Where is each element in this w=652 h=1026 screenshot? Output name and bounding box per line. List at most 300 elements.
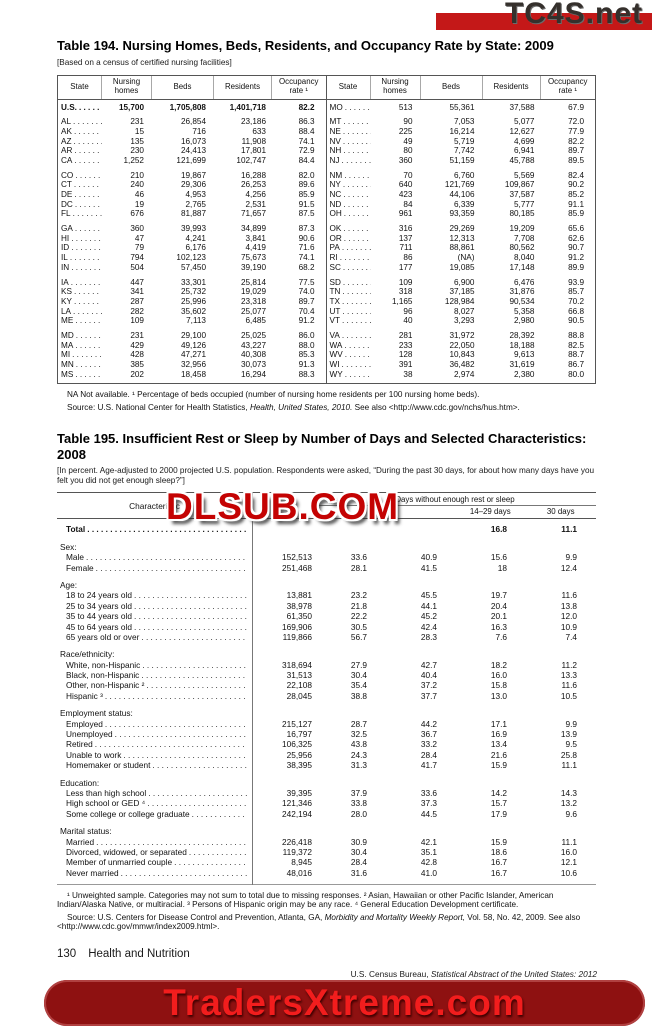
value-cell: 1,252 xyxy=(123,155,144,165)
value-cell: 89.7 xyxy=(568,146,584,156)
row-label-cell xyxy=(57,868,252,878)
watermark-bottom-text: TradersXtreme.com xyxy=(163,982,526,1023)
value-cell: 22,050 xyxy=(449,340,475,350)
row-label-cell xyxy=(57,563,252,573)
table194-right-half xyxy=(327,76,596,384)
value-cell: 56.7 xyxy=(350,631,367,642)
state-cell xyxy=(327,243,371,253)
value-cell: 15,700 xyxy=(118,102,144,112)
value-cell: 32,956 xyxy=(180,360,206,370)
state-cell xyxy=(58,180,102,190)
section-gap xyxy=(57,770,596,777)
value-cell: 70.2 xyxy=(568,296,584,306)
value-cell: 121,769 xyxy=(444,180,475,190)
value-cell: 6,900 xyxy=(454,277,475,287)
state-row xyxy=(327,360,596,370)
table194-note: [Based on a census of certified nursing facilities] xyxy=(57,57,232,67)
row-label-cell xyxy=(57,857,252,867)
dot-leader xyxy=(345,350,371,360)
dot-leader xyxy=(174,857,247,867)
state-cell xyxy=(58,209,102,219)
value-cell: 31.3 xyxy=(350,760,367,771)
table194-footnote: NA Not available. ¹ Percentage of beds occupied (number of nursing home residents per 100 nursing home beds). xyxy=(67,390,480,400)
value-cell: 3,841 xyxy=(245,233,266,243)
row-label: Retired xyxy=(66,739,93,750)
value-cell: 19 xyxy=(134,199,144,209)
row-label: 18 to 24 years old xyxy=(66,590,132,601)
value-cell: 8,945 xyxy=(291,857,312,868)
value-cell: 13.3 xyxy=(560,670,577,681)
value-cell: 93,359 xyxy=(449,209,475,219)
state-row xyxy=(58,360,326,370)
row-label-cell xyxy=(57,826,252,836)
state-cell xyxy=(327,156,371,166)
value-cell: 16.3 xyxy=(490,621,507,632)
value-cell: 31,513 xyxy=(286,670,312,681)
value-cell: 80,562 xyxy=(509,243,535,253)
value-cell: 9,613 xyxy=(514,350,535,360)
value-cell: 5,569 xyxy=(514,170,535,180)
state-row xyxy=(327,370,596,380)
table195 xyxy=(57,492,596,885)
row-label-cell xyxy=(57,729,252,739)
dot-leader xyxy=(74,287,102,297)
state-abbrev: NE xyxy=(329,126,341,136)
state-cell xyxy=(58,156,102,166)
row-label-cell xyxy=(57,590,252,600)
dot-leader xyxy=(74,156,102,166)
value-cell: 28.4 xyxy=(350,857,367,868)
value-cell: 36.7 xyxy=(420,729,437,740)
value-cell: 23,186 xyxy=(240,117,266,127)
dot-leader xyxy=(343,146,370,156)
row-label-cell xyxy=(57,750,252,760)
table-row xyxy=(57,798,596,808)
row-label-cell xyxy=(57,691,252,701)
state-row xyxy=(58,307,326,317)
state-cell xyxy=(58,200,102,210)
value-cell: 15.6 xyxy=(490,552,507,563)
value-cell: 13.2 xyxy=(560,798,577,809)
table195-note: [In percent. Age-adjusted to 2000 projected U.S. population. Respondents were asked, “During the past 30 days, for about how many days have you felt you did not get enough sleep?”] xyxy=(57,466,595,486)
state-cell xyxy=(58,350,102,360)
row-label: Sex: xyxy=(60,541,77,552)
value-cell: 28.3 xyxy=(420,631,437,642)
value-cell: 121,346 xyxy=(282,798,312,809)
value-cell: 230 xyxy=(130,146,144,156)
table-row xyxy=(57,659,596,669)
state-row xyxy=(327,156,596,166)
value-cell: 40,308 xyxy=(240,350,266,360)
state-row xyxy=(58,350,326,360)
value-cell: 633 xyxy=(252,126,266,136)
dot-leader xyxy=(343,263,371,273)
dot-leader xyxy=(342,331,371,341)
value-cell: 22.2 xyxy=(350,611,367,622)
state-abbrev: NH xyxy=(329,146,342,156)
value-cell: 121,699 xyxy=(176,155,206,165)
table-row xyxy=(57,542,596,552)
value-cell: 385 xyxy=(130,360,144,370)
column-header: Beds xyxy=(152,76,214,99)
value-cell: 281 xyxy=(398,330,413,340)
value-cell: 28.1 xyxy=(350,562,367,573)
section-gap xyxy=(57,642,596,649)
dot-leader xyxy=(344,341,370,351)
value-cell: 5,719 xyxy=(454,136,475,146)
row-label-cell xyxy=(57,580,252,590)
value-cell: 18,188 xyxy=(509,340,535,350)
state-cell xyxy=(327,209,371,219)
value-cell: 80.0 xyxy=(568,369,584,379)
row-label: 25 to 34 years old xyxy=(66,600,132,611)
state-cell xyxy=(327,287,371,297)
value-cell: 242,194 xyxy=(282,808,312,819)
row-label-cell xyxy=(57,809,252,819)
value-cell: 35,602 xyxy=(180,306,206,316)
value-cell: 49 xyxy=(403,136,413,146)
value-cell: 85.7 xyxy=(568,287,584,297)
table194-title: Table 194. Nursing Homes, Beds, Residents, and Occupancy Rate by State: 2009 xyxy=(57,38,554,53)
value-cell: 86 xyxy=(403,253,413,263)
dot-leader xyxy=(74,297,102,307)
state-abbrev: ID xyxy=(61,243,70,253)
value-cell: 282 xyxy=(130,306,144,316)
value-cell: 70 xyxy=(403,170,413,180)
dot-leader xyxy=(342,243,371,253)
value-cell: 82.0 xyxy=(298,170,315,180)
dot-leader xyxy=(74,190,102,200)
value-cell: 135 xyxy=(130,136,144,146)
table195-footnote: ¹ Unweighted sample. Categories may not sum to total due to missing responses. ² Asian, Hawaiian or other Pacific Islander, American Indian/Alaska Native, or multiracial. ³ Persons of Hispanic origin may be any race. ⁴ General Education Development certificate. xyxy=(57,890,554,910)
value-cell: (NA) xyxy=(457,253,475,263)
state-row xyxy=(327,263,596,273)
source-italic-title: Morbidity and Mortality Weekly Report, xyxy=(324,912,466,922)
dot-leader xyxy=(340,253,371,263)
value-cell: 43.8 xyxy=(350,739,367,750)
row-label-cell xyxy=(57,778,252,788)
dot-leader xyxy=(71,234,102,244)
value-cell: 44.2 xyxy=(420,718,437,729)
dot-leader xyxy=(76,360,102,370)
value-cell: 428 xyxy=(130,350,144,360)
dot-leader xyxy=(123,750,247,760)
row-label: Female xyxy=(66,562,94,573)
value-cell: 251,468 xyxy=(282,562,312,573)
value-cell: 423 xyxy=(398,190,413,200)
value-cell: 6,941 xyxy=(514,146,535,156)
section-gap xyxy=(57,819,596,826)
value-cell: 87.3 xyxy=(298,224,315,234)
state-row xyxy=(327,180,596,190)
column-header: Residents xyxy=(483,76,541,99)
value-cell: 794 xyxy=(130,253,144,263)
table-row xyxy=(57,750,596,760)
value-cell: 360 xyxy=(130,224,144,234)
value-cell: 75,673 xyxy=(240,253,266,263)
state-abbrev: OH xyxy=(329,209,342,219)
row-label-cell xyxy=(57,837,252,847)
value-cell: 391 xyxy=(398,360,413,370)
value-cell: 31,876 xyxy=(509,287,535,297)
dot-leader xyxy=(342,316,371,326)
value-cell: 11.6 xyxy=(561,590,577,601)
dot-leader xyxy=(343,137,371,147)
row-label: Marital status: xyxy=(60,826,112,837)
dot-leader xyxy=(343,180,371,190)
value-cell: 341 xyxy=(130,287,144,297)
row-label: Married xyxy=(66,836,95,847)
dot-leader xyxy=(70,253,102,263)
section-gap xyxy=(57,535,596,542)
row-label-cell xyxy=(57,660,252,670)
watermark-top xyxy=(430,0,652,36)
row-label: Black, non-Hispanic xyxy=(66,670,140,681)
value-cell: 13,881 xyxy=(286,590,312,601)
state-abbrev: NJ xyxy=(329,155,340,165)
value-cell: 16,214 xyxy=(449,126,475,136)
state-cell xyxy=(327,103,371,113)
value-cell: 9.9 xyxy=(565,718,577,729)
dot-leader xyxy=(75,316,102,326)
value-cell: 15.9 xyxy=(490,836,507,847)
value-cell: 18.6 xyxy=(490,846,507,857)
state-abbrev: CA xyxy=(61,155,73,165)
table194-body-right xyxy=(327,100,596,384)
table-row xyxy=(57,836,596,846)
state-row xyxy=(327,341,596,351)
value-cell: 6,476 xyxy=(514,277,535,287)
value-cell: 74.0 xyxy=(298,287,315,297)
value-cell: 93.9 xyxy=(568,277,584,287)
value-cell: 13.0 xyxy=(490,690,507,701)
value-cell: 28,392 xyxy=(509,330,535,340)
state-cell xyxy=(58,263,102,273)
column-header: Occupancy rate ¹ xyxy=(548,77,588,95)
table-row xyxy=(57,809,596,819)
value-cell: 24,413 xyxy=(180,146,206,156)
value-cell: 71.6 xyxy=(298,243,315,253)
value-cell: 90 xyxy=(403,117,413,127)
value-cell: 61,350 xyxy=(286,611,312,622)
row-label-cell xyxy=(57,719,252,729)
value-cell: 10.6 xyxy=(560,867,577,878)
table-row xyxy=(57,621,596,631)
state-row xyxy=(327,171,596,181)
value-cell: 35.1 xyxy=(420,846,437,857)
table-row xyxy=(57,760,596,770)
value-cell: 85.9 xyxy=(568,209,584,219)
value-cell: 18 xyxy=(497,562,507,573)
value-cell: 33.6 xyxy=(420,787,437,798)
state-abbrev: KY xyxy=(61,296,72,306)
dot-leader xyxy=(71,243,102,253)
state-row xyxy=(58,180,326,190)
state-abbrev: IN xyxy=(61,262,70,272)
value-cell: 29,269 xyxy=(449,224,475,234)
value-cell: 16.9 xyxy=(490,729,507,740)
state-cell xyxy=(58,190,102,200)
days-group-label: Days without enough rest or sleep xyxy=(314,493,596,506)
value-cell: 11.1 xyxy=(561,836,577,847)
value-cell: 37,185 xyxy=(449,287,475,297)
row-label-cell xyxy=(57,760,252,770)
value-cell: 1,705,808 xyxy=(169,102,206,112)
dot-leader xyxy=(96,563,247,573)
value-cell: 44.5 xyxy=(420,808,437,819)
value-cell: 233 xyxy=(398,340,413,350)
value-cell: 33,301 xyxy=(180,277,206,287)
dot-leader xyxy=(134,590,247,600)
watermark-bottom xyxy=(44,980,645,1026)
value-cell: 90,534 xyxy=(509,296,535,306)
value-cell: 46 xyxy=(134,190,144,200)
value-cell: 79 xyxy=(134,243,144,253)
value-cell: 7.6 xyxy=(495,631,507,642)
state-row xyxy=(327,146,596,156)
dot-leader xyxy=(75,341,102,351)
value-cell: 711 xyxy=(399,243,413,253)
section-gap xyxy=(57,701,596,708)
state-abbrev: SC xyxy=(329,262,341,272)
value-cell: 16.0 xyxy=(560,846,577,857)
value-cell: 84 xyxy=(403,199,413,209)
value-cell: 25,814 xyxy=(240,277,266,287)
value-cell: 231 xyxy=(130,117,144,127)
dot-leader xyxy=(141,632,247,642)
state-abbrev: RI xyxy=(329,253,338,263)
value-cell: 31,972 xyxy=(449,330,475,340)
value-cell: 17,148 xyxy=(509,262,535,272)
row-label: 65 years old or over xyxy=(66,631,140,642)
state-cell xyxy=(58,331,102,341)
state-cell xyxy=(327,137,371,147)
dot-leader xyxy=(344,171,370,181)
state-abbrev: MD xyxy=(61,330,74,340)
row-label-cell xyxy=(57,632,252,642)
dot-leader xyxy=(74,180,102,190)
value-cell: 128,984 xyxy=(444,296,475,306)
value-cell: 22,108 xyxy=(286,680,312,691)
value-cell: 91.5 xyxy=(298,199,315,209)
value-cell: 86.0 xyxy=(298,330,315,340)
state-cell xyxy=(327,200,371,210)
value-cell: 90.7 xyxy=(568,243,584,253)
dot-leader xyxy=(76,331,102,341)
value-cell: 15.7 xyxy=(490,798,507,809)
value-cell: 66.8 xyxy=(568,306,584,316)
value-cell: 231 xyxy=(130,330,144,340)
value-cell: 5,077 xyxy=(514,117,535,127)
value-cell: 87.5 xyxy=(298,209,315,219)
value-cell: 33.2 xyxy=(420,739,437,750)
value-cell: 6,760 xyxy=(454,170,475,180)
state-row xyxy=(327,331,596,341)
value-cell: 19.7 xyxy=(490,590,507,601)
state-abbrev: MN xyxy=(61,360,74,370)
value-cell: 4,419 xyxy=(245,243,266,253)
table194-header-left xyxy=(58,76,326,100)
value-cell: 15 xyxy=(134,126,144,136)
state-row xyxy=(327,103,596,113)
value-cell: 37.3 xyxy=(420,798,437,809)
state-row xyxy=(327,209,596,219)
value-cell: 82.5 xyxy=(568,340,584,350)
state-cell xyxy=(58,224,102,234)
table-row xyxy=(57,590,596,600)
value-cell: 25,025 xyxy=(240,330,266,340)
value-cell: 62.6 xyxy=(568,233,584,243)
value-cell: 42.4 xyxy=(420,621,437,632)
value-cell: 11.1 xyxy=(561,524,577,535)
value-cell: 26,253 xyxy=(240,180,266,190)
value-cell: 16,797 xyxy=(286,729,312,740)
state-cell xyxy=(58,171,102,181)
value-cell: 1,165 xyxy=(392,296,413,306)
dot-leader xyxy=(342,297,371,307)
dot-leader xyxy=(342,287,370,297)
dot-leader xyxy=(75,171,102,181)
dot-leader xyxy=(86,552,247,562)
table194-body-left xyxy=(58,100,326,384)
dot-leader xyxy=(134,622,247,632)
value-cell: 19,867 xyxy=(180,170,206,180)
table-row xyxy=(57,857,596,867)
value-cell: 4,953 xyxy=(185,190,206,200)
state-row xyxy=(58,224,326,234)
value-cell: 45,788 xyxy=(509,155,535,165)
value-cell: 91.1 xyxy=(568,199,584,209)
value-cell: 20.1 xyxy=(490,611,507,622)
table-row xyxy=(57,788,596,798)
row-label: Unemployed xyxy=(66,729,113,740)
state-row xyxy=(327,307,596,317)
value-cell: 45.5 xyxy=(420,590,437,601)
value-cell: 74.1 xyxy=(298,136,315,146)
state-row xyxy=(327,190,596,200)
state-abbrev: WY xyxy=(329,369,343,379)
state-row xyxy=(327,234,596,244)
state-cell xyxy=(327,360,371,370)
table-row xyxy=(57,847,596,857)
value-cell: 80 xyxy=(403,146,413,156)
dot-leader xyxy=(189,847,247,857)
row-label: Divorced, widowed, or separated xyxy=(66,846,187,857)
row-label: 35 to 44 years old xyxy=(66,611,132,622)
state-abbrev: DC xyxy=(61,199,73,209)
value-cell: 72.0 xyxy=(568,117,584,127)
value-cell: 44,106 xyxy=(449,190,475,200)
value-cell: 7.4 xyxy=(565,631,577,642)
value-cell: 37.9 xyxy=(350,787,367,798)
value-cell: 7,708 xyxy=(514,233,535,243)
column-header: State xyxy=(58,76,102,99)
table-row xyxy=(57,632,596,642)
column-header: Nursing homes xyxy=(102,76,152,99)
value-cell: 40 xyxy=(403,316,413,326)
state-cell xyxy=(327,127,371,137)
state-abbrev: PA xyxy=(329,243,340,253)
value-cell: 38 xyxy=(403,369,413,379)
dot-leader xyxy=(75,370,102,380)
state-cell xyxy=(58,341,102,351)
value-cell: 1,401,718 xyxy=(229,102,266,112)
table195-body xyxy=(57,519,596,885)
value-cell: 90.2 xyxy=(568,180,584,190)
page-number: 130 xyxy=(57,948,77,960)
table-row xyxy=(57,691,596,701)
state-abbrev: SD xyxy=(329,277,341,287)
